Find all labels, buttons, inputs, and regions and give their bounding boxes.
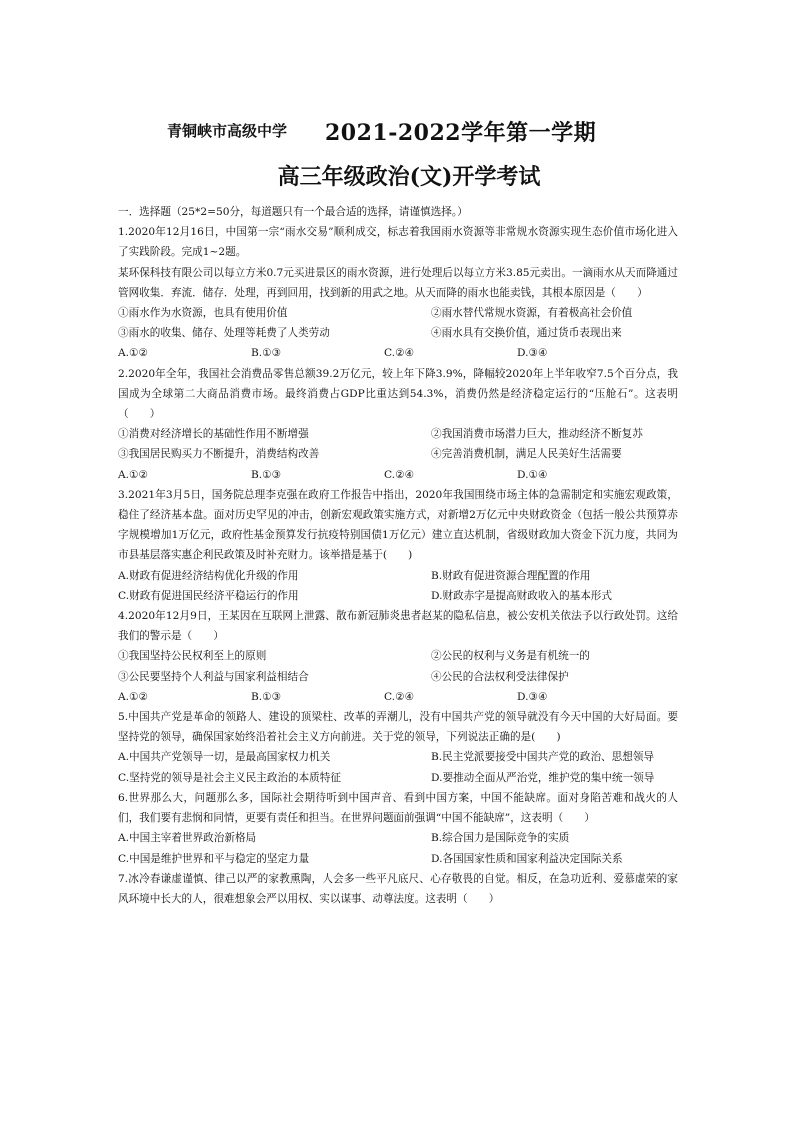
- question-2-choice-b[interactable]: B.①③: [251, 468, 282, 481]
- question-6-choices-row-2: [118, 849, 678, 869]
- question-1-stem: 1.2020年12月16日，中国第一宗“雨水交易”顺利成交，标志着我国雨水资源等非常规水资源实现生态价值市场化进入了实践阶段。完成1~2题。: [118, 226, 678, 259]
- question-4-choice-c[interactable]: C.②④: [384, 690, 415, 703]
- question-2-options-row-1: [118, 424, 678, 444]
- question-4-options-row-1: [118, 646, 678, 666]
- question-7-stem: 7.冰冷春谦虚谨慎、律己以严的家教熏陶，人会多一些平凡底尺、心存敬畏的自觉。相反，在急功近利、爱慕虚荣的家风环境中长大的人，很难想象会严以用权、实以谋事、动尊法度。这表明（ ）: [118, 872, 678, 905]
- question-6-choices-row-1: [118, 828, 678, 848]
- question-1-choice-c[interactable]: C.②④: [384, 347, 415, 360]
- question-1-statement-1: ①雨水作为水资源，也具有使用价值: [118, 307, 288, 320]
- school-name: 青铜峡市高级中学: [167, 122, 288, 140]
- question-5-choice-d[interactable]: D.要推动全面从严治党，维护党的集中统一领导: [431, 771, 655, 784]
- question-5-choices-row-1: [118, 747, 678, 767]
- question-4-statement-2: ②公民的权利与义务是有机统一的: [431, 650, 590, 663]
- question-2-choice-c[interactable]: C.②④: [384, 468, 415, 481]
- question-2-statement-1: ①消费对经济增长的基础性作用不断增强: [118, 428, 309, 441]
- question-3-choices-row-1: [118, 566, 678, 586]
- question-3-choice-d[interactable]: D.财政赤字是提高财政收入的基本形式: [431, 589, 612, 602]
- question-5-stem: 5.中国共产党是革命的领路人、建设的顶梁柱、改革的弄潮儿，没有中国共产党的领导就没有今天中国的大好局面。要坚持党的领导，确保国家始终沿着社会主义方向前进。关于党的领导，下列说法正确的是( ): [118, 711, 678, 744]
- question-6-choice-c[interactable]: C.中国是维护世界和平与稳定的坚定力量: [118, 852, 310, 865]
- question-1-statement-3: ③雨水的收集、储存、处理等耗费了人类劳动: [118, 327, 330, 340]
- question-2-choice-d[interactable]: D.①④: [517, 468, 548, 481]
- question-1-choice-d[interactable]: D.③④: [517, 347, 548, 360]
- question-1-choices: [118, 343, 678, 363]
- question-4-stem: 4.2020年12月9日，王某因在互联网上泄露、散布新冠肺炎患者赵某的隐私信息，被公安机关依法予以行政处罚。这给我们的警示是（ ）: [118, 610, 678, 643]
- question-5-choices-row-2: [118, 768, 678, 788]
- question-1-material: 某环保科技有限公司以每立方米0.7元买进景区的雨水资源，进行处理后以每立方米3.85元卖出。一滴雨水从天而降通过管网收集．弃流．储存．处理，再到回用，找到新的用武之地。从天而降的雨水也能卖钱，其根本原因是（ ）: [118, 266, 678, 299]
- question-1-options-row-1: [118, 303, 678, 323]
- exam-term: 2021-2022学年第一学期: [325, 120, 597, 146]
- question-6-stem: 6.世界那么大，问题那么多，国际社会期待听到中国声音、看到中国方案，中国不能缺席。面对身陷苦难和战火的人们，我们要有悲悯和同情，更要有责任和担当。在世界问题面前强调“中国不能缺席”，这表明（ ）: [118, 791, 678, 825]
- question-6-choice-a[interactable]: A.中国主宰着世界政治新格局: [118, 832, 257, 845]
- exam-title: 高三年级政治(文)开学考试: [277, 164, 541, 190]
- question-4-statement-3: ③公民要坚持个人利益与国家利益相结合: [118, 670, 309, 683]
- question-3-choice-b[interactable]: B.财政有促进资源合理配置的作用: [431, 569, 591, 582]
- question-4-choice-a[interactable]: A.①②: [118, 690, 149, 703]
- question-4-choice-b[interactable]: B.①③: [251, 690, 282, 703]
- question-2-stem: 2.2020年全年，我国社会消费品零售总额39.2万亿元，较上年下降3.9%，降幅较2020年上半年收窄7.5个百分点，我国成为全球第二大商品消费市场。最终消费占GDP比重达到54.3%，消费仍然是经济稳定运行的“压舱石”。这表明（ ）: [118, 367, 678, 421]
- question-5-choice-a[interactable]: A.中国共产党领导一切，是最高国家权力机关: [118, 751, 331, 764]
- question-2-statement-3: ③我国居民购买力不断提升，消费结构改善: [118, 448, 320, 461]
- section-heading: 一．选择题（25*2=50分，每道题只有一个最合适的选择，请谨慎选择。）: [118, 206, 468, 218]
- question-3-choice-c[interactable]: C.财政有促进国民经济平稳运行的作用: [118, 589, 299, 602]
- question-2-choices: [118, 465, 678, 485]
- question-4-statement-1: ①我国坚持公民权利至上的原则: [118, 650, 267, 663]
- question-1-options-row-2: [118, 323, 678, 343]
- question-6-choice-d[interactable]: D.各国国家性质和国家利益决定国际关系: [431, 852, 623, 865]
- question-1-statement-2: ②雨水替代常规水资源，有着极高社会价值: [431, 307, 633, 320]
- question-3-stem: 3.2021年3月5日，国务院总理李克强在政府工作报告中指出，2020年我国围绕市场主体的急需制定和实施宏观政策，稳住了经济基本盘。面对历史罕见的冲击，创新宏观政策实施方式，对新增2万亿元中央财政资金（包括一般公共预算赤字规模增加1万亿元，政府性基金预算发行抗疫特别国债1万亿元）建立直达机制，省级财政加大资金下沉力度，共同为市县基层落实惠企利民政策及时补充财力。该举措是基于( ): [118, 488, 678, 562]
- question-4-choices: [118, 687, 678, 707]
- question-6-choice-b[interactable]: B.综合国力是国际竞争的实质: [431, 832, 570, 845]
- question-5-choice-b[interactable]: B.民主党派要接受中国共产党的政治、思想领导: [431, 751, 655, 764]
- question-3-choices-row-2: [118, 586, 678, 606]
- question-1-statement-4: ④雨水具有交换价值，通过货币表现出来: [431, 327, 622, 340]
- question-2-options-row-2: [118, 444, 678, 464]
- question-1-choice-b[interactable]: B.①③: [251, 347, 282, 360]
- question-1-choice-a[interactable]: A.①②: [118, 347, 149, 360]
- question-4-statement-4: ④公民的合法权利受法律保护: [431, 670, 569, 683]
- exam-header: [0, 116, 794, 156]
- question-4-choice-d[interactable]: D.③④: [517, 690, 548, 703]
- question-2-choice-a[interactable]: A.①②: [118, 468, 149, 481]
- question-5-choice-c[interactable]: C.坚持党的领导是社会主义民主政治的本质特征: [118, 771, 341, 784]
- question-3-choice-a[interactable]: A.财政有促进经济结构优化升级的作用: [118, 569, 299, 582]
- question-2-statement-4: ④完善消费机制，满足人民美好生活需要: [431, 448, 622, 461]
- question-content: [118, 202, 678, 909]
- question-4-options-row-2: [118, 667, 678, 687]
- question-2-statement-2: ②我国消费市场潜力巨大，推动经济不断复苏: [431, 428, 643, 441]
